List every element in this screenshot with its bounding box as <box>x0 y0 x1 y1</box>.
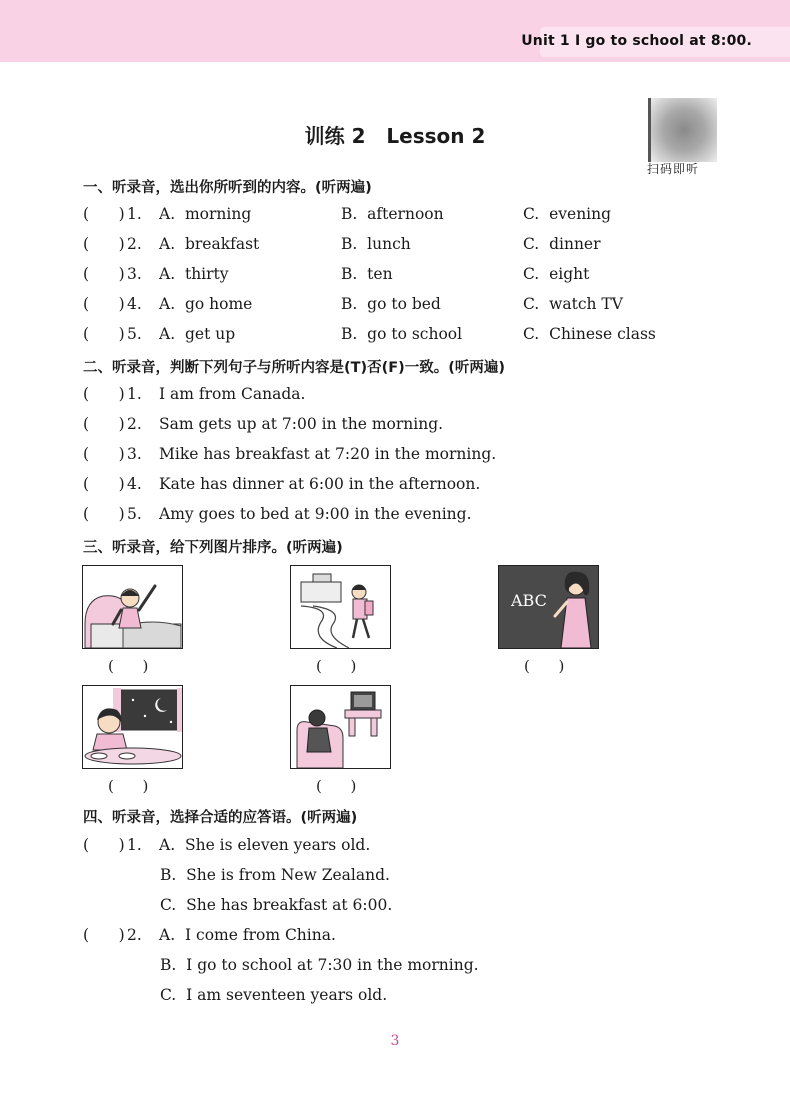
qr-caption: 扫码即听 <box>647 162 700 176</box>
section-4-item <box>83 836 371 858</box>
picture-watch-tv <box>290 685 391 769</box>
option-b: B. She is from New Zealand. <box>160 866 390 884</box>
option-a: A. go home <box>159 295 253 313</box>
option-c: C. Chinese class <box>523 325 656 343</box>
picture-english-class <box>498 565 599 649</box>
picture-order-blank[interactable]: ( ) <box>316 657 357 675</box>
item-number: 1. <box>127 836 142 854</box>
picture-order-blank[interactable]: ( ) <box>108 777 149 795</box>
option-a: A. I come from China. <box>159 926 336 944</box>
option-b: B. go to school <box>341 325 463 343</box>
statement: Amy goes to bed at 9:00 in the evening. <box>159 505 472 523</box>
option-b: B. lunch <box>341 235 411 253</box>
section-1-item <box>83 325 656 347</box>
item-number: 1. <box>127 385 142 403</box>
item-number: 4. <box>127 475 142 493</box>
item-number: 3. <box>127 445 142 463</box>
picture-have-dinner <box>82 685 183 769</box>
option-b: B. I go to school at 7:30 in the morning. <box>160 956 479 974</box>
qr-code-image[interactable] <box>648 98 717 162</box>
option-a: A. morning <box>159 205 252 223</box>
item-number: 5. <box>127 325 142 343</box>
picture-go-to-school <box>290 565 391 649</box>
option-c: C. eight <box>523 265 590 283</box>
answer-blank[interactable]: ( ) <box>83 445 125 463</box>
picture-order-blank[interactable]: ( ) <box>524 657 565 675</box>
picture-order-blank[interactable]: ( ) <box>108 657 149 675</box>
option-c: C. evening <box>523 205 612 223</box>
blackboard-text: ABC <box>511 591 547 610</box>
unit-title: Unit 1 I go to school at 8:00. <box>521 33 752 49</box>
picture-get-up <box>82 565 183 649</box>
section-2-item <box>83 385 306 407</box>
section-2-item <box>83 505 472 527</box>
item-number: 2. <box>127 926 142 944</box>
answer-blank[interactable]: ( ) <box>83 475 125 493</box>
option-a: A. She is eleven years old. <box>159 836 371 854</box>
statement: Sam gets up at 7:00 in the morning. <box>159 415 444 433</box>
section-2-title: 二、听录音，判断下列句子与所听内容是(T)否(F)一致。(听两遍) <box>83 360 506 376</box>
page-title: 训练 2 Lesson 2 <box>304 124 486 148</box>
answer-blank[interactable]: ( ) <box>83 385 125 403</box>
picture-order-blank[interactable]: ( ) <box>316 777 357 795</box>
answer-blank[interactable]: ( ) <box>83 235 125 253</box>
answer-blank[interactable]: ( ) <box>83 505 125 523</box>
answer-blank[interactable]: ( ) <box>83 415 125 433</box>
section-1-item <box>83 265 590 287</box>
item-number: 2. <box>127 415 142 433</box>
section-4-title: 四、听录音，选择合适的应答语。(听两遍) <box>83 810 358 826</box>
statement: I am from Canada. <box>159 385 306 403</box>
section-1-item <box>83 235 601 257</box>
option-b: B. ten <box>341 265 393 283</box>
section-2-item <box>83 445 497 467</box>
option-c: C. watch TV <box>523 295 623 313</box>
statement: Mike has breakfast at 7:20 in the morning. <box>159 445 497 463</box>
item-number: 5. <box>127 505 142 523</box>
answer-blank[interactable]: ( ) <box>83 265 125 283</box>
section-1-title: 一、听录音，选出你所听到的内容。(听两遍) <box>83 180 372 196</box>
option-a: A. breakfast <box>159 235 260 253</box>
item-number: 3. <box>127 265 142 283</box>
section-3-title: 三、听录音，给下列图片排序。(听两遍) <box>83 540 343 556</box>
option-c: C. dinner <box>523 235 601 253</box>
answer-blank[interactable]: ( ) <box>83 836 125 854</box>
item-number: 1. <box>127 205 142 223</box>
option-a: A. thirty <box>159 265 229 283</box>
option-b: B. go to bed <box>341 295 441 313</box>
option-a: A. get up <box>159 325 236 343</box>
answer-blank[interactable]: ( ) <box>83 926 125 944</box>
item-number: 2. <box>127 235 142 253</box>
item-number: 4. <box>127 295 142 313</box>
option-c: C. She has breakfast at 6:00. <box>160 896 393 914</box>
page-number: 3 <box>390 1033 400 1049</box>
answer-blank[interactable]: ( ) <box>83 205 125 223</box>
section-1-item <box>83 205 612 227</box>
section-2-item <box>83 415 444 437</box>
statement: Kate has dinner at 6:00 in the afternoon. <box>159 475 481 493</box>
answer-blank[interactable]: ( ) <box>83 325 125 343</box>
section-1-item <box>83 295 623 317</box>
section-4-item <box>83 926 336 948</box>
option-c: C. I am seventeen years old. <box>160 986 388 1004</box>
option-b: B. afternoon <box>341 205 444 223</box>
section-2-item <box>83 475 481 497</box>
answer-blank[interactable]: ( ) <box>83 295 125 313</box>
